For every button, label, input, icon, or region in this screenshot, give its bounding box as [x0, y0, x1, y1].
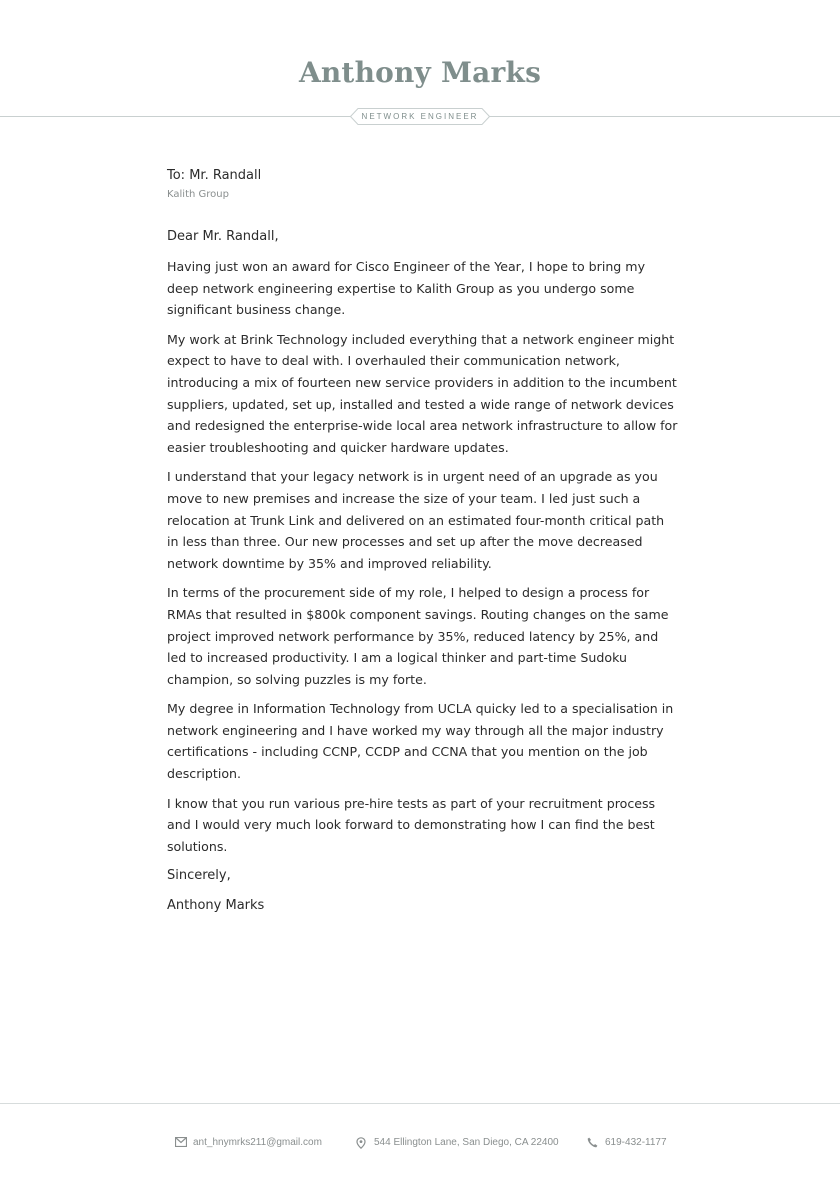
recipient-company: Kalith Group	[167, 189, 229, 200]
map-pin-icon	[356, 1137, 366, 1149]
paragraph-4: In terms of the procurement side of my role, I helped to design a process for RMAs that resulted in $800k component savings. Routing changes on the same project improved network performance by 35%, reduced latency by 25%, and led to increased productivity. I am a logical thinker and part-time Sudoku champion, so solving puzzles is my forte.	[167, 585, 669, 687]
footer-divider	[0, 1103, 840, 1104]
contact-email[interactable]	[175, 1134, 335, 1152]
email-text[interactable]: ant_hnymrks211@gmail.com	[193, 1137, 322, 1148]
envelope-icon	[175, 1137, 187, 1147]
paragraph-1: Having just won an award for Cisco Engineer of the Year, I hope to bring my deep network engineering expertise to Kalith Group as you undergo some significant business change.	[167, 259, 646, 318]
phone-icon	[587, 1137, 598, 1148]
contact-address	[356, 1134, 566, 1152]
sender-name: Anthony Marks	[298, 56, 542, 89]
job-title: NETWORK ENGINEER	[361, 112, 479, 121]
phone-text[interactable]: 619-432-1177	[605, 1137, 667, 1148]
letter-body	[167, 166, 679, 917]
contact-phone[interactable]	[587, 1134, 677, 1152]
salutation: Dear Mr. Randall,	[167, 229, 279, 244]
paragraph-2: My work at Brink Technology included everything that a network engineer might expect to have to deal with. I overhauled their communication network, introducing a mix of fourteen new service providers in addition to the incumbent suppliers, updated, set up, installed and tested a wide range of network devices and redesigned the enterprise-wide local area network infrastructure to allow for easier troubleshooting and quicker hardware updates.	[167, 331, 678, 455]
letter-header	[0, 0, 840, 130]
paragraph-5: My degree in Information Technology from UCLA quicky led to a specialisation in network engineering and I have worked my way through all the major industry certifications - including CCNP, CCDP and CCNA that you mention on the job description.	[167, 701, 674, 782]
closing: Sincerely,	[167, 868, 231, 884]
recipient-line: To: Mr. Randall	[167, 168, 262, 183]
paragraph-3: I understand that your legacy network is in urgent need of an upgrade as you move to new premises and increase the size of your team. I led just such a relocation at Trunk Link and delivered on an estimated four-month critical path in less than three. Our new processes and set up after the move decreased network downtime by 35% and improved reliability.	[167, 469, 665, 571]
signature: Anthony Marks	[167, 898, 265, 914]
address-text: 544 Ellington Lane, San Diego, CA 22400	[374, 1137, 559, 1148]
paragraph-6: I know that you run various pre-hire tests as part of your recruitment process and I would very much look forward to demonstrating how I can find the best solutions.	[167, 795, 656, 854]
job-title-badge	[350, 108, 490, 125]
contact-footer	[0, 1134, 840, 1154]
